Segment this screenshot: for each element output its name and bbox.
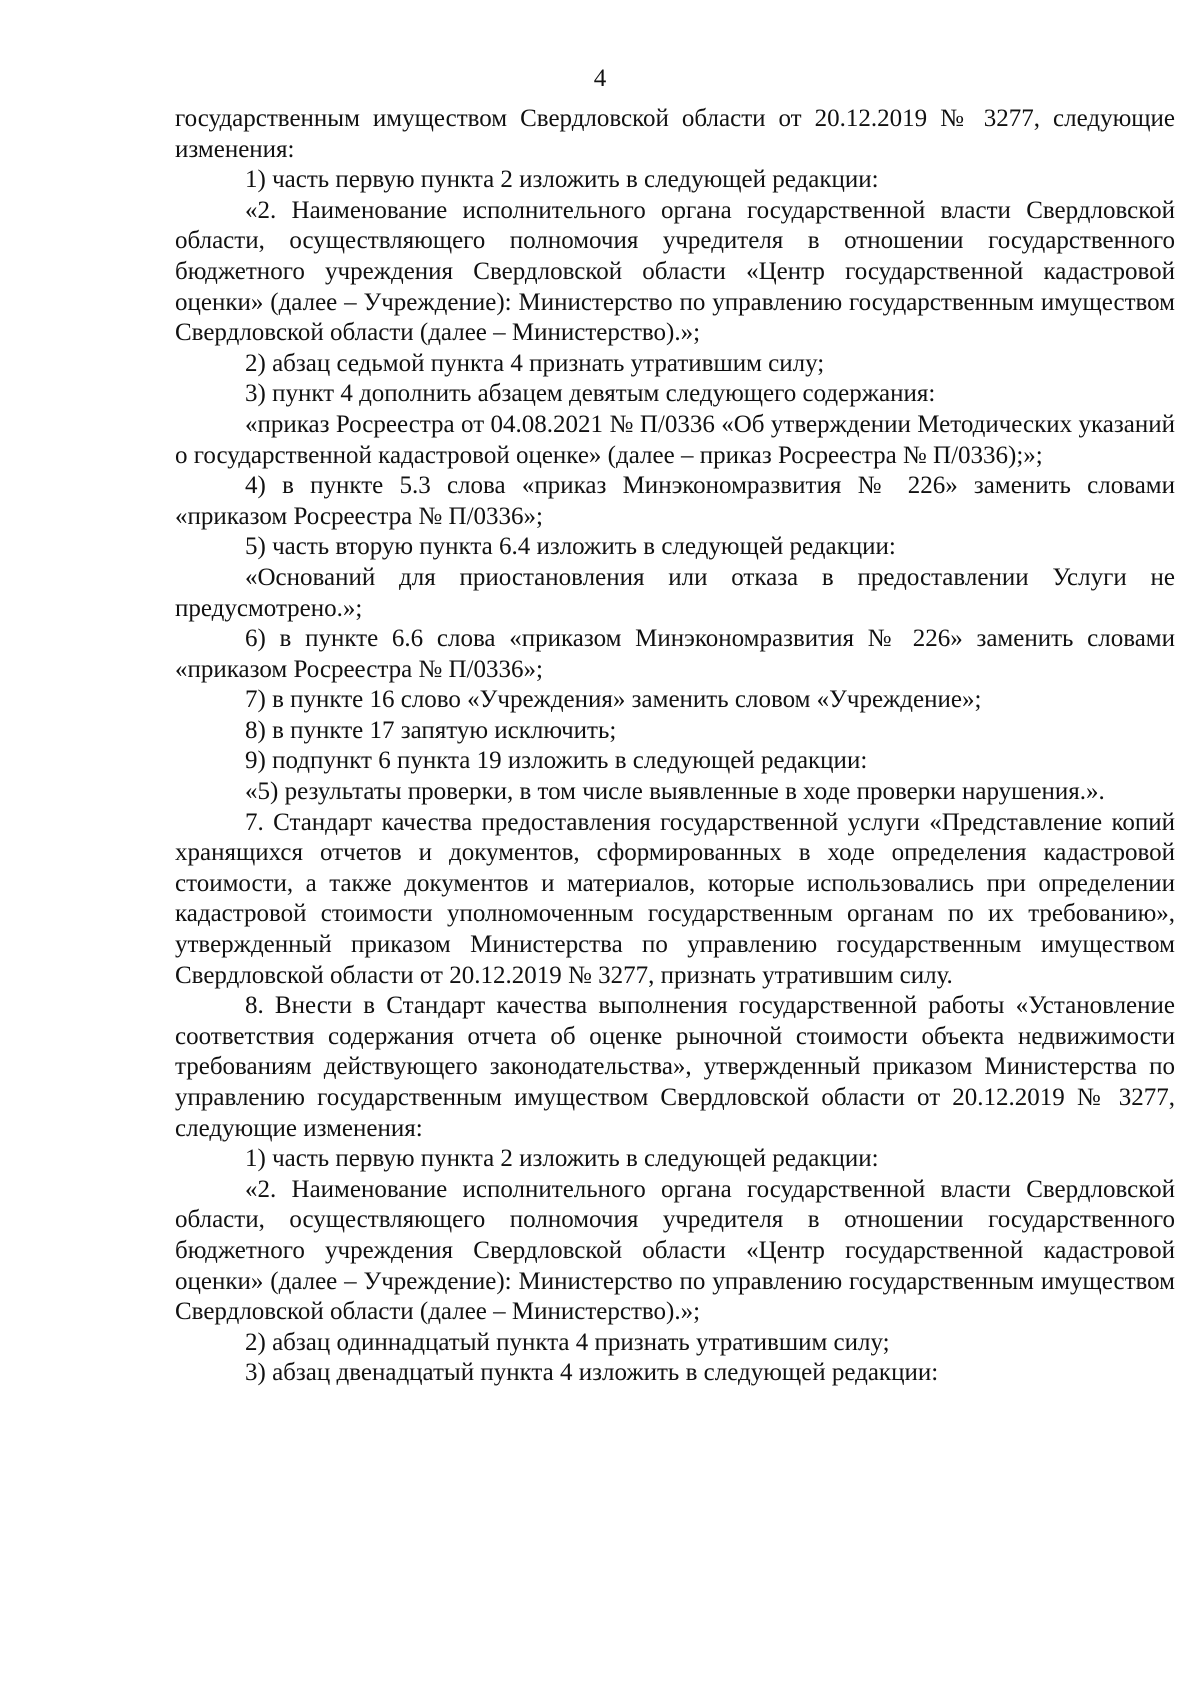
paragraph: «2. Наименование исполнительного органа государственной власти Свердловской области, осуществляющего полномочия учредителя в отношении государственного бюджетного учреждения Свердловской области «Центр государственной кадастровой оценки» (далее – Учреждение): Министерство по управлению государственным имуществом Свердловской области (далее – Министерство).»;	[175, 196, 1175, 347]
paragraph: «приказ Росреестра от 04.08.2021 № П/0336 «Об утверждении Методических указаний о государственной кадастровой оценке» (далее – приказ Росреестра № П/0336);»;	[175, 410, 1175, 469]
paragraph: 5) часть вторую пункта 6.4 изложить в следующей редакции:	[245, 533, 896, 561]
paragraph: 4) в пункте 5.3 слова «приказ Минэкономразвития № 226» заменить словами «приказом Росреестра № П/0336»;	[175, 472, 1175, 530]
paragraph: 2) абзац одиннадцатый пункта 4 признать утратившим силу;	[245, 1328, 890, 1356]
paragraph: 6) в пункте 6.6 слова «приказом Минэкономразвития № 226» заменить словами «приказом Росреестра № П/0336»;	[175, 625, 1175, 683]
paragraph: 2) абзац седьмой пункта 4 признать утратившим силу;	[245, 349, 825, 377]
paragraph: «Оснований для приостановления или отказа в предоставлении Услуги не предусмотрено.»;	[175, 563, 1175, 622]
paragraph: государственным имуществом Свердловской области от 20.12.2019 № 3277, следующие изменения:	[175, 105, 1175, 163]
page-number: 4	[593, 65, 607, 92]
paragraph: 7. Стандарт качества предоставления государственной услуги «Представление копий хранящихся отчетов и документов, сформированных в ходе определения кадастровой стоимости, а также документов и материалов, которые использовались при определении кадастровой стоимости уполномоченным государственным органам по их требованию», утвержденный приказом Министерства по управлению государственным имуществом Свердловской области от 20.12.2019 № 3277, признать утратившим силу.	[175, 808, 1175, 989]
paragraph: 8. Внести в Стандарт качества выполнения государственной работы «Установление соответствия содержания отчета об оценке рыночной стоимости объекта недвижимости требованиям действующего законодательства», утвержденный приказом Министерства по управлению государственным имуществом Свердловской области от 20.12.2019 № 3277, следующие изменения:	[175, 992, 1175, 1142]
paragraph: 7) в пункте 16 слово «Учреждения» заменить словом «Учреждение»;	[245, 686, 982, 714]
paragraph: «5) результаты проверки, в том числе выявленные в ходе проверки нарушения.».	[245, 778, 1105, 806]
paragraph: 9) подпункт 6 пункта 19 изложить в следующей редакции:	[245, 747, 868, 775]
paragraph: 3) пункт 4 дополнить абзацем девятым следующего содержания:	[245, 380, 936, 408]
paragraph: «2. Наименование исполнительного органа государственной власти Свердловской области, осуществляющего полномочия учредителя в отношении государственного бюджетного учреждения Свердловской области «Центр государственной кадастровой оценки» (далее – Учреждение): Министерство по управлению государственным имуществом Свердловской области (далее – Министерство).»;	[175, 1175, 1175, 1326]
document-body	[175, 104, 1175, 1389]
paragraph: 8) в пункте 17 запятую исключить;	[245, 716, 617, 744]
paragraph: 1) часть первую пункта 2 изложить в следующей редакции:	[245, 1145, 879, 1173]
paragraph: 3) абзац двенадцатый пункта 4 изложить в следующей редакции:	[245, 1359, 939, 1387]
paragraph: 1) часть первую пункта 2 изложить в следующей редакции:	[245, 166, 879, 194]
